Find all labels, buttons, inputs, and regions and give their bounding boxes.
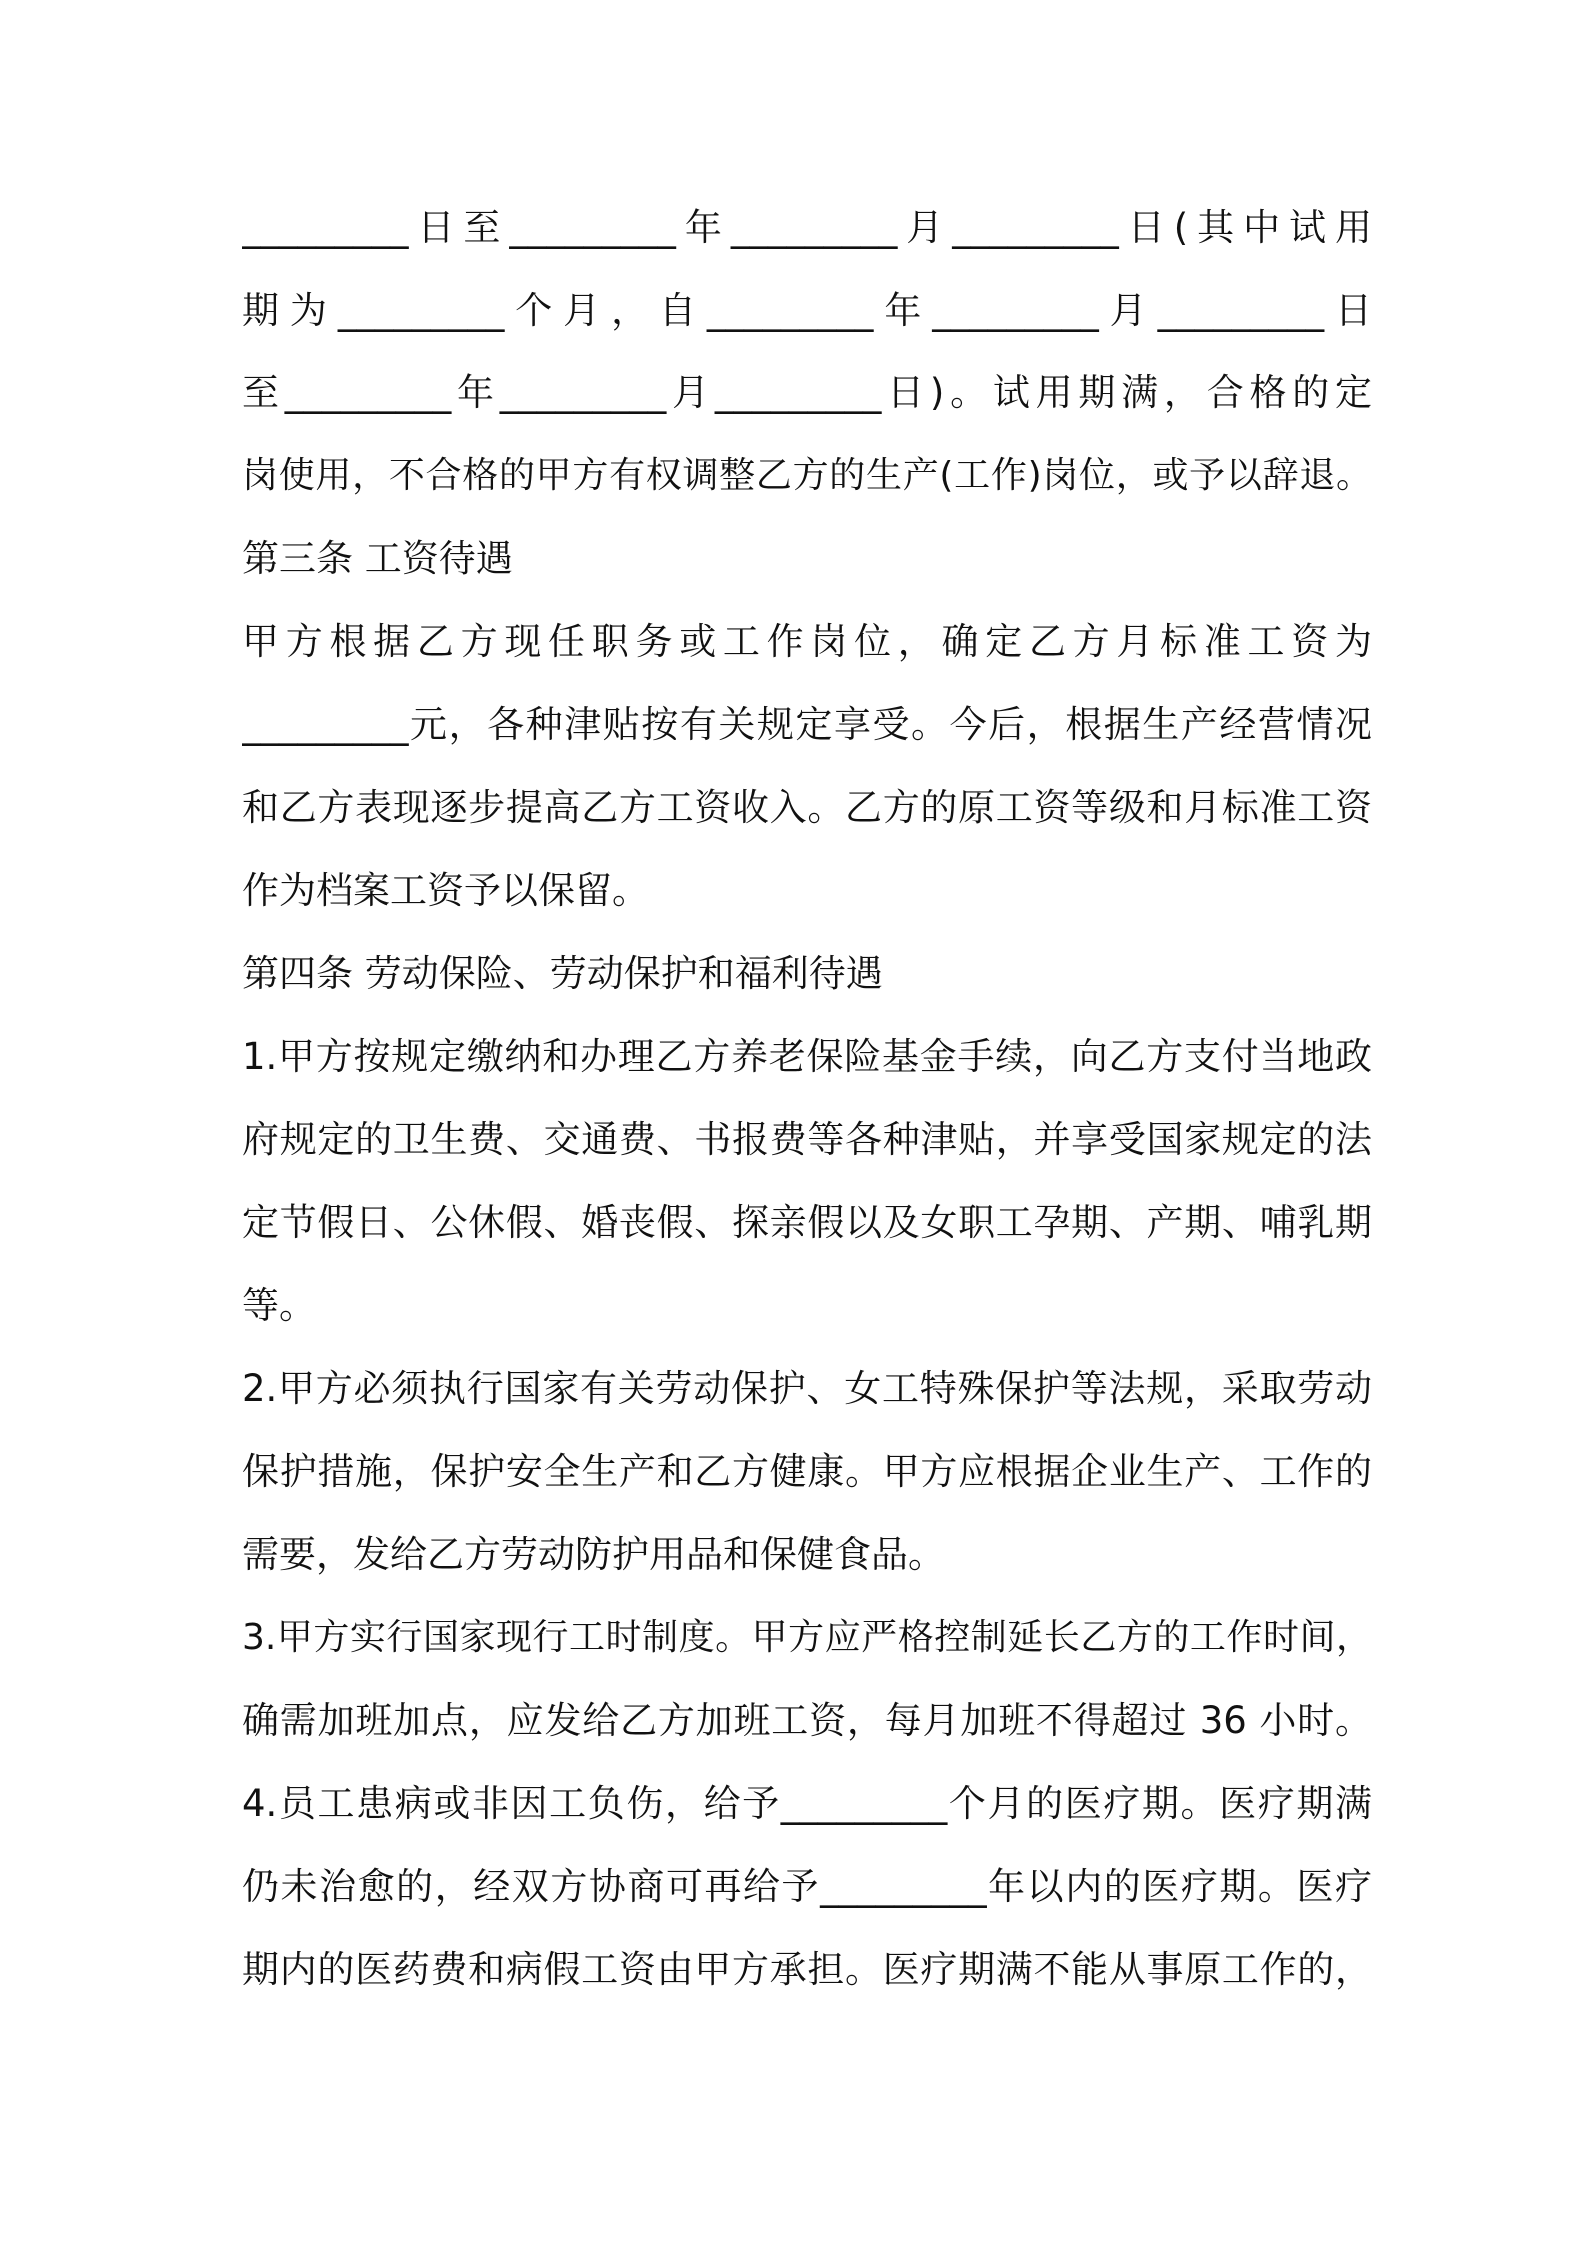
- text-line: 甲方根据乙方现任职务或工作岗位，确定乙方月标准工资为: [242, 620, 1372, 663]
- section-heading: 第四条 劳动保险、劳动保护和福利待遇: [242, 952, 883, 995]
- text-line: 2.甲方必须执行国家有关劳动保护、女工特殊保护等法规，采取劳动: [242, 1367, 1372, 1410]
- text-line: 至_________年_________月_________日)。试用期满，合格的定: [242, 371, 1372, 414]
- text-line: 4.员工患病或非因工负伤，给予_________个月的医疗期。医疗期满: [242, 1782, 1372, 1825]
- text-line: 1.甲方按规定缴纳和办理乙方养老保险基金手续，向乙方支付当地政: [242, 1035, 1372, 1078]
- text-line: _________元，各种津贴按有关规定享受。今后，根据生产经营情况: [242, 703, 1372, 746]
- text-line: 岗使用，不合格的甲方有权调整乙方的生产(工作)岗位，或予以辞退。: [242, 455, 1372, 496]
- text-line: 府规定的卫生费、交通费、书报费等各种津贴，并享受国家规定的法: [242, 1118, 1372, 1161]
- text-line: 仍未治愈的，经双方协商可再给予_________年以内的医疗期。医疗: [242, 1865, 1372, 1908]
- text-line: 期内的医药费和病假工资由甲方承担。医疗期满不能从事原工作的，: [242, 1948, 1372, 1991]
- text-line: 定节假日、公休假、婚丧假、探亲假以及女职工孕期、产期、哺乳期: [242, 1201, 1372, 1244]
- text-line: 保护措施，保护安全生产和乙方健康。甲方应根据企业生产、工作的: [242, 1450, 1372, 1493]
- text-line: 等。: [242, 1284, 316, 1327]
- section-heading: 第三条 工资待遇: [242, 537, 513, 580]
- text-line: _________日至_________年_________月_________日(其中试用: [242, 206, 1372, 249]
- text-line: 期为_________个月，自_________年_________月_________日: [242, 289, 1372, 332]
- text-line: 需要，发给乙方劳动防护用品和保健食品。: [242, 1533, 945, 1576]
- text-line: 作为档案工资予以保留。: [242, 869, 649, 912]
- text-line: 3.甲方实行国家现行工时制度。甲方应严格控制延长乙方的工作时间，: [242, 1617, 1372, 1658]
- text-line: 确需加班加点，应发给乙方加班工资，每月加班不得超过 36 小时。: [242, 1699, 1372, 1742]
- text-line: 和乙方表现逐步提高乙方工资收入。乙方的原工资等级和月标准工资: [242, 786, 1372, 829]
